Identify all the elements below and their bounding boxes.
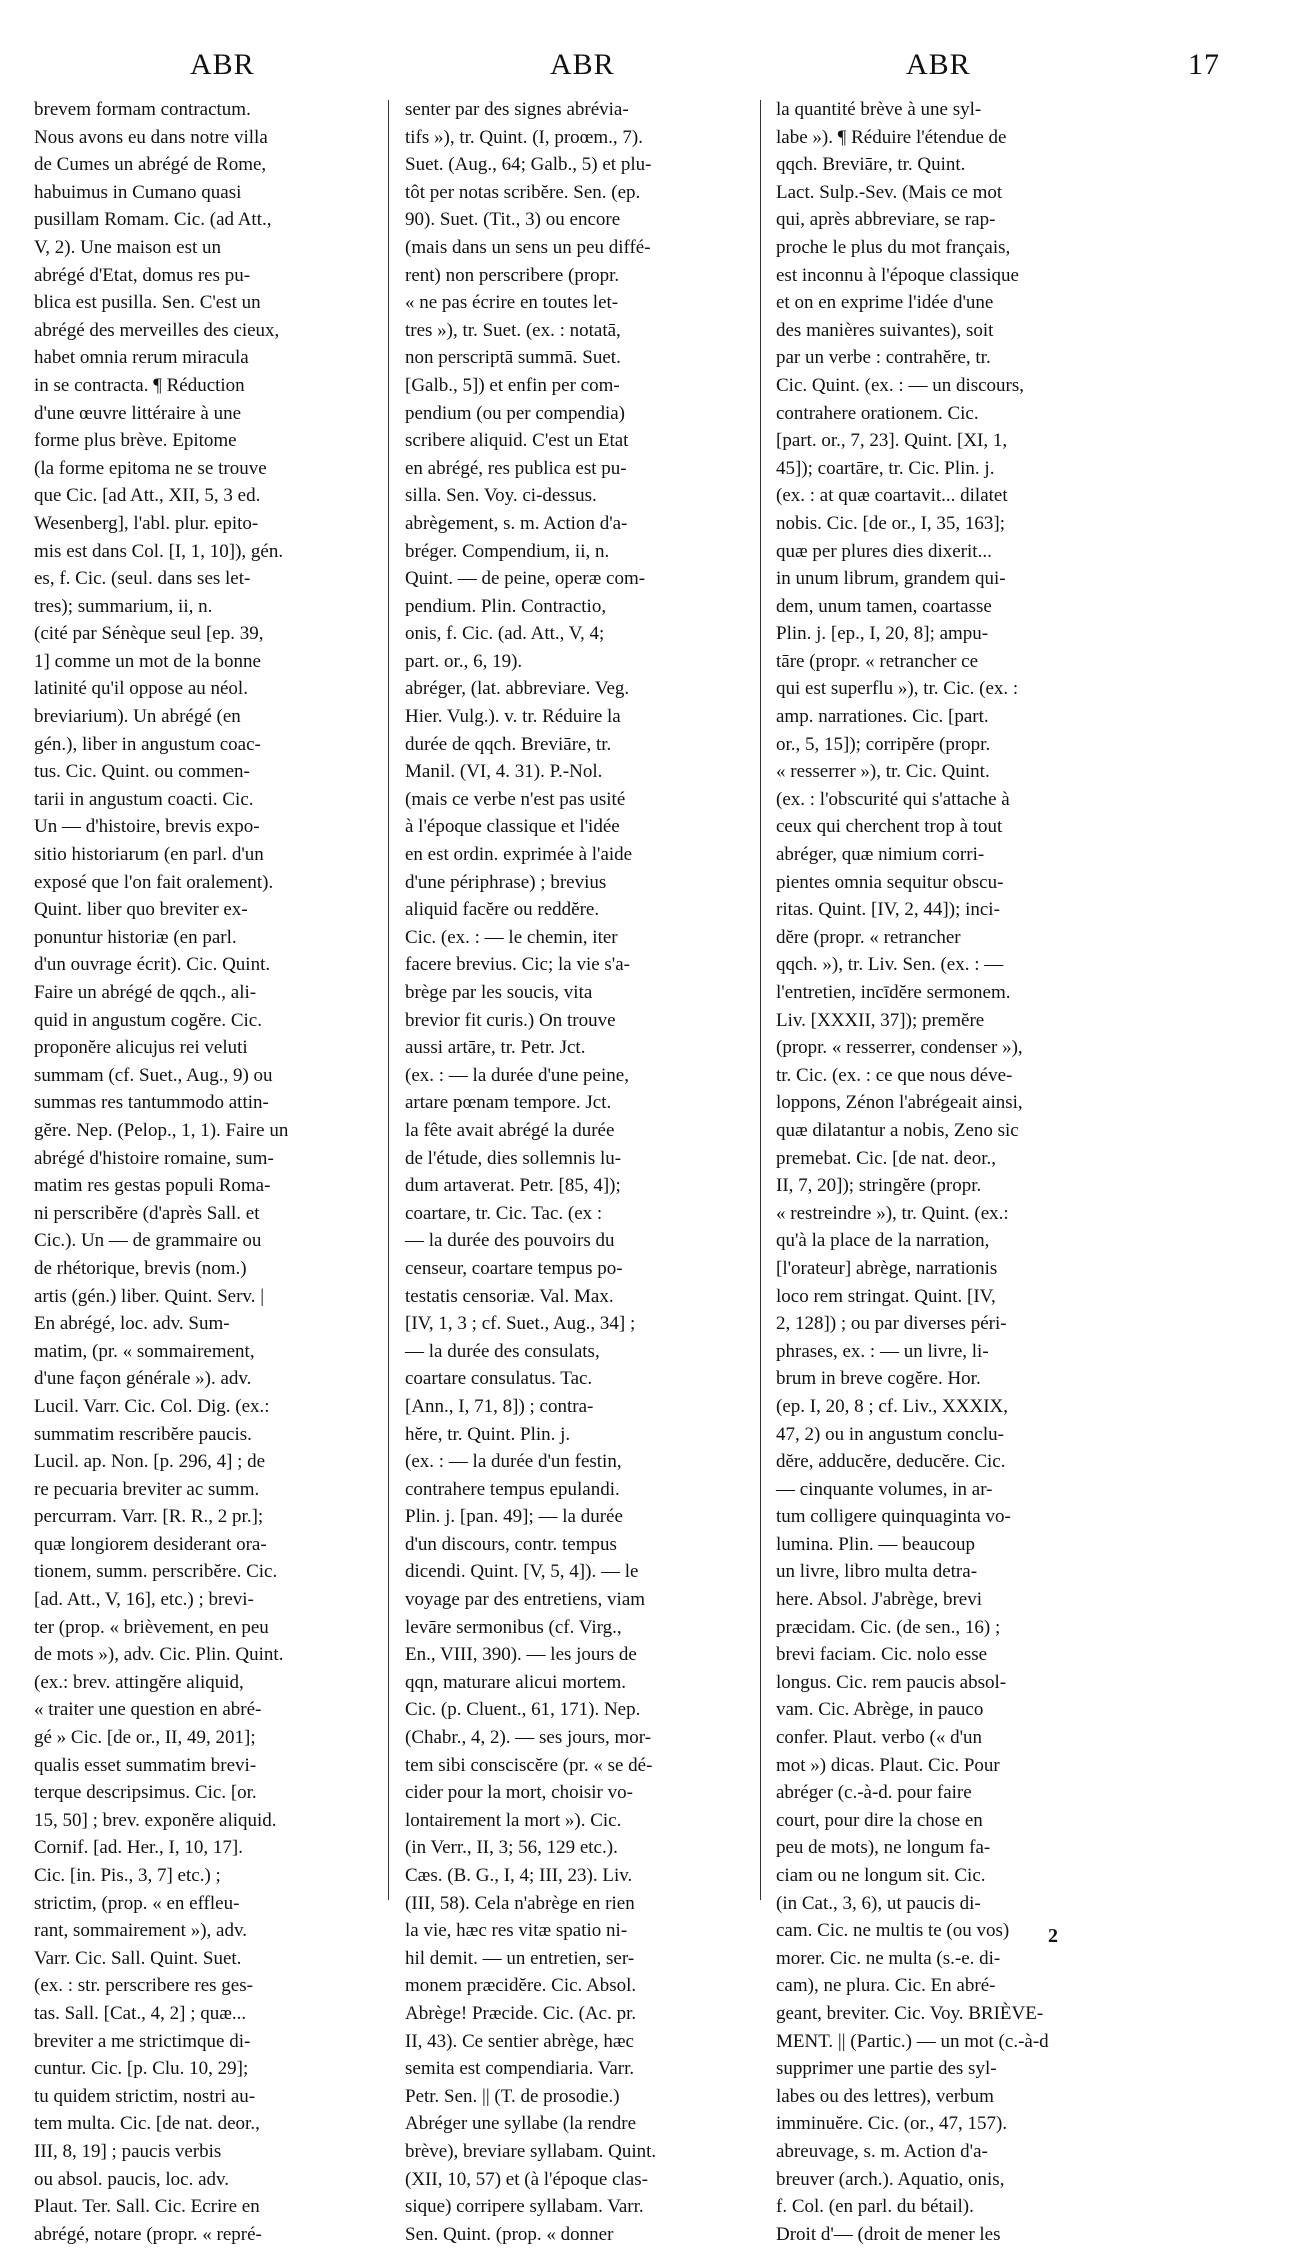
column-text: la quantité brève à une syl- labe »). ¶ Réduire l'étendue de qqch. Breviāre, tr. Quint. Lact. Sulp.-Sev. (Mais ce mot qui, après abbreviare, se rap- proche le plus du mot français, est inconnu à l'époque classique et on en exprime l'idée d'une des manières suivantes), soit par un verbe : contrahĕre, tr. Cic. Quint. (ex. : — un discours, contrahere orationem. Cic. [part. or., 7, 23]. Quint. [XI, 1, 45]); coartāre, tr. Cic. Plin. j. (ex. : at quæ coartavit... dilatet nobis. Cic. [de or., I, 35, 163]; quæ per plures dies dixerit... in unum librum, grandem qui- dem, unum tamen, coartasse Plin. j. [ep., I, 20, 8]; ampu- tāre (propr. « retrancher ce qui est superflu »), tr. Cic. (ex. : amp. narrationes. Cic. [part. or., 5, 15]); corripĕre (propr. « resserrer »), tr. Cic. Quint. (ex. : l'obscurité qui s'attache à ceux qui cherchent trop à tout abréger, quæ nimium corri- pientes omnia sequitur obscu- ritas. Quint. [IV, 2, 44]); inci- dĕre (propr. « retrancher qqch. »), tr. Liv. Sen. (ex. : — l'entretien, incīdĕre sermonem. Liv. [XXXII, 37]); premĕre (propr. « resserrer, condenser »), tr. Cic. (ex. : ce que nous déve- loppons, Zénon l'abrégeait ainsi, quæ dilatantur a nobis, Zeno sic premebat. Cic. [de nat. deor., II, 7, 20]); stringĕre (propr. « restreindre »), tr. Quint. (ex.: qu'à la place de la narration, [l'orateur] abrège, narrationis loco rem stringat. Quint. [IV, 2, 128]) ; ou par diverses péri- phrases, ex. : — un livre, li- brum in breve cogĕre. Hor. (ep. I, 20, 8 ; cf. Liv., XXXIX, 47, 2) ou in angustum conclu- dĕre, adducĕre, deducĕre. Cic. — cinquante volumes, in ar- tum colligere quinquaginta vo- lumina. Plin. — beaucoup un livre, libro multa detra- here. Absol. J'abrège, brevi præcidam. Cic. (de sen., 16) ; brevi faciam. Cic. nolo esse longus. Cic. rem paucis absol- vam. Cic. Abrège, in pauco confer. Plaut. verbo (« d'un mot ») dicas. Plaut. Cic. Pour abréger (c.-à-d. pour faire court, pour dire la chose en peu de mots), ne longum fa- ciam ou ne longum sit. Cic. (in Cat., 3, 6), ut paucis di- cam. Cic. ne multis te (ou vos) morer. Cic. ne multa (s.-e. di- cam), ne plura. Cic. En abré- geant, breviter. Cic. Voy. BRIÈVE- MENT. || (Partic.) — un mot (c.-à-d supprimer une partie des syl- labes ou des lettres), verbum imminuĕre. Cic. (or., 47, 157). abreuvage, s. m. Action d'a- breuver (arch.). Aquatio, onis, f. Col. (en parl. du bétail). Droit d'— (droit de mener les	[776, 99, 1049, 2245]
column-text: senter par des signes abrévia- tifs »), tr. Quint. (I, proœm., 7). Suet. (Aug., 64; Galb., 5) et plu- tôt per notas scribĕre. Sen. (ep. 90). Suet. (Tit., 3) ou encore (mais dans un sens un peu diffé- rent) non perscribere (propr. « ne pas écrire en toutes let- tres »), tr. Suet. (ex. : notatā, non perscriptā summā. Suet. [Galb., 5]) et enfin per com- pendium (ou per compendia) scribere aliquid. C'est un Etat en abrégé, res publica est pu- silla. Sen. Voy. ci-dessus. abrègement, s. m. Action d'a- bréger. Compendium, ii, n. Quint. — de peine, operæ com- pendium. Plin. Contractio, onis, f. Cic. (ad. Att., V, 4; part. or., 6, 19). abréger, (lat. abbreviare. Veg. Hier. Vulg.). v. tr. Réduire la durée de qqch. Breviāre, tr. Manil. (VI, 4. 31). P.-Nol. (mais ce verbe n'est pas usité à l'époque classique et l'idée en est ordin. exprimée à l'aide d'une périphrase) ; brevius aliquid facĕre ou reddĕre. Cic. (ex. : — le chemin, iter facere brevius. Cic; la vie s'a- brège par les soucis, vita brevior fit curis.) On trouve aussi artāre, tr. Petr. Jct. (ex. : — la durée d'une peine, artare pœnam tempore. Jct. la fête avait abrégé la durée de l'étude, dies sollemnis lu- dum artaverat. Petr. [85, 4]); coartare, tr. Cic. Tac. (ex : — la durée des pouvoirs du censeur, coartare tempus po- testatis censoriæ. Val. Max. [IV, 1, 3 ; cf. Suet., Aug., 34] ; — la durée des consulats, coartare consulatus. Tac. [Ann., I, 71, 8]) ; contra- hĕre, tr. Quint. Plin. j. (ex. : — la durée d'un festin, contrahere tempus epulandi. Plin. j. [pan. 49]; — la durée d'un discours, contr. tempus dicendi. Quint. [V, 5, 4]). — le voyage par des entretiens, viam levāre sermonibus (cf. Virg., En., VIII, 390). — les jours de qqn, maturare alicui mortem. Cic. (p. Cluent., 61, 171). Nep. (Chabr., 4, 2). — ses jours, mor- tem sibi consciscĕre (pr. « se dé- cider pour la mort, choisir vo- lontairement la mort »). Cic. (in Verr., II, 3; 56, 129 etc.). Cæs. (B. G., I, 4; III, 23). Liv. (III, 58). Cela n'abrège en rien la vie, hæc res vitæ spatio ni- hil demit. — un entretien, ser- monem præcidĕre. Cic. Absol. Abrège! Præcide. Cic. (Ac. pr. II, 43). Ce sentier abrège, hæc semita est compendiaria. Varr. Petr. Sen. || (T. de prosodie.) Abréger une syllabe (la rendre brève), breviare syllabam. Quint. (XII, 10, 57) et (à l'époque clas- sique) corripere syllabam. Varr. Sen. Quint. (prop. « donner	[405, 99, 657, 2245]
text-column-1	[34, 96, 374, 2245]
column-divider	[760, 100, 761, 1900]
running-head-left: ABR	[190, 48, 255, 81]
running-head	[130, 48, 1260, 88]
page-number: 17	[1188, 48, 1220, 81]
signature-mark: 2	[1048, 1925, 1058, 1947]
column-divider	[388, 100, 389, 1900]
text-column-2	[405, 96, 747, 2245]
running-head-center: ABR	[550, 48, 615, 81]
running-head-right: ABR	[906, 48, 971, 81]
column-text: brevem formam contractum. Nous avons eu dans notre villa de Cumes un abrégé de Rome, habuimus in Cumano quasi pusillam Romam. Cic. (ad Att., V, 2). Une maison est un abrégé d'Etat, domus res pu- blica est pusilla. Sen. C'est un abrégé des merveilles des cieux, habet omnia rerum miracula in se contracta. ¶ Réduction d'une œuvre littéraire à une forme plus brève. Epitome (la forme epitoma ne se trouve que Cic. [ad Att., XII, 5, 3 ed. Wesenberg], l'abl. plur. epito- mis est dans Col. [I, 1, 10]), gén. es, f. Cic. (seul. dans ses let- tres); summarium, ii, n. (cité par Sénèque seul [ep. 39, 1] comme un mot de la bonne latinité qu'il oppose au néol. breviarium). Un abrégé (en gén.), liber in angustum coac- tus. Cic. Quint. ou commen- tarii in angustum coacti. Cic. Un — d'histoire, brevis expo- sitio historiarum (en parl. d'un exposé que l'on fait oralement). Quint. liber quo breviter ex- ponuntur historiæ (en parl. d'un ouvrage écrit). Cic. Quint. Faire un abrégé de qqch., ali- quid in angustum cogĕre. Cic. proponĕre alicujus rei veluti summam (cf. Suet., Aug., 9) ou summas res tantummodo attin- gĕre. Nep. (Pelop., 1, 1). Faire un abrégé d'histoire romaine, sum- matim res gestas populi Roma- ni perscribĕre (d'après Sall. et Cic.). Un — de grammaire ou de rhétorique, brevis (nom.) artis (gén.) liber. Quint. Serv. | En abrégé, loc. adv. Sum- matim, (pr. « sommairement, d'une façon générale »). adv. Lucil. Varr. Cic. Col. Dig. (ex.: summatim rescribĕre paucis. Lucil. ap. Non. [p. 296, 4] ; de re pecuaria breviter ac summ. percurram. Varr. [R. R., 2 pr.]; quæ longiorem desiderant ora- tionem, summ. perscribĕre. Cic. [ad. Att., V, 16], etc.) ; brevi- ter (prop. « brièvement, en peu de mots »), adv. Cic. Plin. Quint. (ex.: brev. attingĕre aliquid, « traiter une question en abré- gé » Cic. [de or., II, 49, 201]; qualis esset summatim brevi- terque descripsimus. Cic. [or. 15, 50] ; brev. exponĕre aliquid. Cornif. [ad. Her., I, 10, 17]. Cic. [in. Pis., 3, 7] etc.) ; strictim, (prop. « en effleu- rant, sommairement »), adv. Varr. Cic. Sall. Quint. Suet. (ex. : str. perscribere res ges- tas. Sall. [Cat., 4, 2] ; quæ... breviter a me strictimque di- cuntur. Cic. [p. Clu. 10, 29]; tu quidem strictim, nostri au- tem multa. Cic. [de nat. deor., III, 8, 19] ; paucis verbis ou absol. paucis, loc. adv. Plaut. Ter. Sall. Cic. Ecrire en abrégé, notare (propr. « repré-	[34, 99, 289, 2245]
text-column-3	[776, 96, 1114, 2245]
